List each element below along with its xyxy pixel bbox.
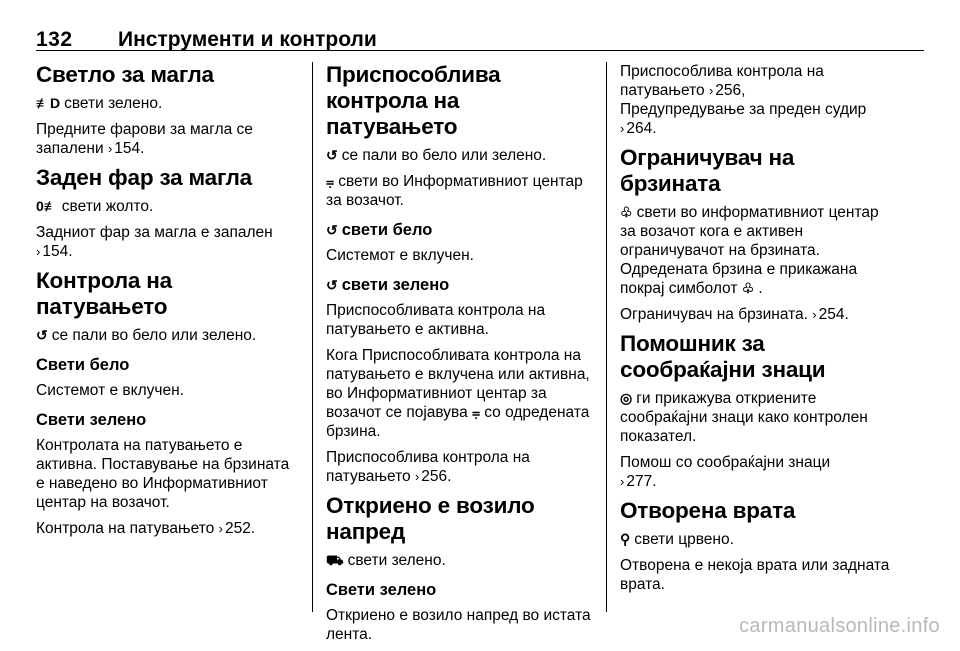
speed-limiter-icon: ♧: [741, 280, 755, 296]
paragraph: ◎ ги прикажува откриените сообраќајни знаци како контролен показател.: [620, 390, 868, 445]
header-divider: [36, 50, 924, 51]
column-1: [36, 62, 298, 545]
cruise-control-icon: ↺: [326, 222, 338, 238]
section-heading: Помошник за сообраќајни знаци: [620, 331, 826, 382]
section-heading: Откриено е возило напред: [326, 493, 535, 544]
column-divider: [312, 62, 313, 612]
paragraph: Откриено е возило напред во истата лента.: [326, 607, 591, 643]
page-ref[interactable]: 256.: [421, 468, 452, 485]
page-ref[interactable]: 264.: [626, 120, 657, 137]
paragraph: Кога Приспособливата контрола на патувањето е вклучена или активна, во Информативниот центар за возачот се појавува ⩦ со одредената брзина.: [326, 347, 590, 440]
page-ref[interactable]: 254.: [818, 306, 849, 323]
page-ref-arrow-icon: ›: [107, 141, 113, 156]
page-title: Инструменти и контроли: [118, 28, 377, 51]
rear-fog-light-icon: 0≢: [36, 198, 58, 214]
paragraph: ⛟ свети зелено.: [326, 552, 446, 569]
page-ref-arrow-icon: ›: [620, 121, 625, 136]
page-ref[interactable]: 252.: [224, 520, 256, 537]
page-ref-arrow-icon: ›: [708, 83, 714, 98]
paragraph: Приспособлива контрола на патувањето › 256, Предупредување за преден судир › 264.: [620, 63, 867, 137]
paragraph: Системот е вклучен.: [36, 382, 184, 399]
paragraph: ↺ се пали во бело или зелено.: [326, 147, 547, 164]
paragraph: Приспособливата контрола на патувањето е активна.: [326, 302, 546, 338]
adaptive-speed-icon: ⩦: [326, 173, 335, 189]
section-heading: Светло за магла: [36, 62, 214, 87]
paragraph: Помош со сообраќајни знаци › 277.: [620, 454, 831, 490]
page-number: 132: [36, 28, 73, 51]
paragraph: Контрола на патувањето › 252.: [36, 520, 256, 537]
page-ref[interactable]: 277.: [626, 473, 657, 490]
page-ref-arrow-icon: ›: [36, 244, 41, 259]
paragraph: ♧ свети во информативниот центар за возачот кога е активен ограничувачот на брзината. Одредената брзина е прикажана покрај симболот ♧ .: [620, 204, 879, 297]
adaptive-speed-icon: ⩦: [472, 404, 481, 420]
subheading: Свети зелено: [36, 411, 147, 429]
paragraph: ≢D свети зелено.: [36, 95, 163, 112]
page-ref-arrow-icon: ›: [218, 521, 223, 536]
vehicle-ahead-icon: ⛟: [326, 552, 344, 568]
paragraph: Задниот фар за магла е запален › 154.: [36, 224, 273, 260]
page-header: [36, 28, 924, 50]
page-ref[interactable]: 154.: [114, 140, 145, 157]
paragraph: Предните фарови за магла се запалени › 154.: [36, 121, 253, 157]
section-heading: Контрола на патувањето: [36, 268, 172, 319]
paragraph: 0≢ свети жолто.: [36, 198, 154, 215]
paragraph: Приспособлива контрола на патувањето › 256.: [326, 449, 530, 485]
paragraph: Контролата на патувањето е активна. Поставување на брзината е наведено во Информативниот центар на возачот.: [36, 437, 290, 511]
paragraph: Системот е вклучен.: [326, 247, 474, 264]
section-heading: Отворена врата: [620, 498, 796, 523]
watermark: carmanualsonline.info: [739, 615, 940, 637]
traffic-sign-icon: ◎: [620, 390, 633, 406]
section-heading: Приспособлива контрола на патувањето: [326, 62, 501, 139]
speed-limiter-icon: ♧: [620, 204, 633, 220]
paragraph: ⚲ свети црвено.: [620, 531, 734, 548]
page-ref[interactable]: 256,: [715, 82, 746, 99]
section-heading: Заден фар за магла: [36, 165, 252, 190]
subheading: ↺ свети зелено: [326, 276, 450, 294]
cruise-control-icon: ↺: [36, 327, 48, 343]
door-open-icon: ⚲: [620, 531, 631, 547]
cruise-control-icon: ↺: [326, 147, 338, 163]
paragraph: Отворена е некоја врата или задната врата.: [620, 557, 890, 593]
subheading: Свети бело: [36, 356, 130, 374]
column-3: [620, 62, 890, 601]
subheading: Свети зелено: [326, 581, 437, 599]
column-2: [326, 62, 594, 651]
section-heading: Ограничувач на брзината: [620, 145, 795, 196]
cruise-control-icon: ↺: [326, 277, 338, 293]
paragraph: ↺ се пали во бело или зелено.: [36, 327, 257, 344]
fog-light-icon: ≢D: [36, 95, 61, 111]
page-ref-arrow-icon: ›: [620, 474, 625, 489]
page-ref-arrow-icon: ›: [414, 469, 420, 484]
paragraph: ⩦ свети во Информативниот центар за возачот.: [326, 173, 583, 209]
column-divider: [606, 62, 607, 612]
page-ref-arrow-icon: ›: [812, 307, 817, 322]
page-ref[interactable]: 154.: [42, 243, 73, 260]
paragraph: Ограничувач на брзината. › 254.: [620, 306, 849, 323]
subheading: ↺ свети бело: [326, 221, 433, 239]
